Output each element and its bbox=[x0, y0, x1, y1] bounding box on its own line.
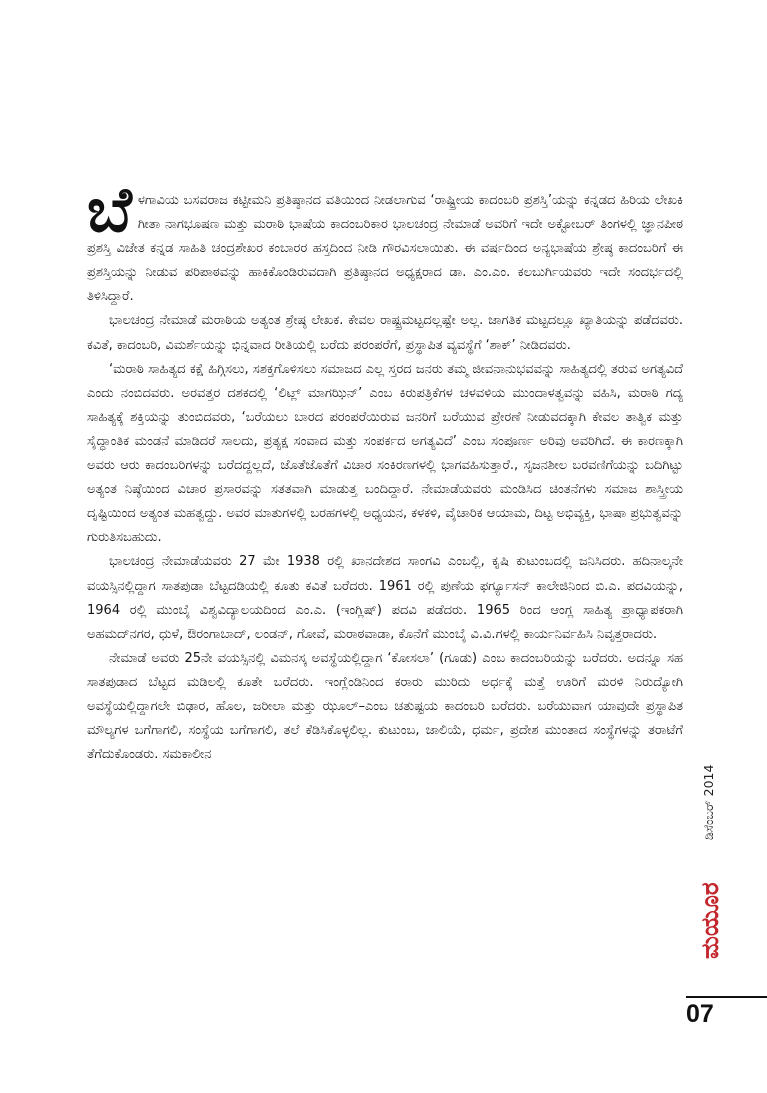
article-paragraph: ‘ಮರಾಠಿ ಸಾಹಿತ್ಯದ ಕಕ್ಷೆ ಹಿಗ್ಗಿಸಲು, ಸಶಕ್ತಗೊಳಿಸಲು ಸಮಾಜದ ಎಲ್ಲ ಸ್ತರದ ಜನರು ತಮ್ಮ ಜೀವನಾನುಭವವನ್ನು ಸಾಹಿತ್ಯದಲ್ಲಿ ತರುವ ಅಗತ್ಯವಿದೆ ಎಂದು ನಂಬಿದವರು. ಅರವತ್ತರ ದಶಕದಲ್ಲಿ ‘ಲಿಟ್ಲ್ ಮಾಗಝಿನ್’ ಎಂಬ ಕಿರುಪತ್ರಿಕೆಗಳ ಚಳವಳಿಯ ಮುಂದಾಳತ್ವವನ್ನು ವಹಿಸಿ, ಮರಾಠಿ ಗದ್ಯ ಸಾಹಿತ್ಯಕ್ಕೆ ಶಕ್ತಿಯನ್ನು ತುಂಬಿದವರು, ‘ಬರೆಯಲು ಬಾರದ ಪರಂಪರೆಯಿರುವ ಜನರಿಗೆ ಬರೆಯುವ ಪ್ರೇರಣೆ ನೀಡುವದಕ್ಕಾಗಿ ಕೇವಲ ತಾತ್ವಿಕ ಮತ್ತು ಸೈದ್ಧಾಂತಿಕ ಮಂಡನೆ ಮಾಡಿದರೆ ಸಾಲದು, ಪ್ರತ್ಯಕ್ಷ ಸಂವಾದ ಮತ್ತು ಸಂಪರ್ಕದ ಅಗತ್ಯವಿದೆ’ ಎಂಬ ಸಂಪೂರ್ಣ ಅರಿವು ಅವರಿಗಿದೆ. ಈ ಕಾರಣಕ್ಕಾಗಿ ಅವರು ಆರು ಕಾದಂಬರಿಗಳನ್ನು ಬರೆದದ್ದಲ್ಲದೆ, ಜೊತೆಜೊತೆಗೆ ವಿಚಾರ ಸಂಕಿರಣಗಳಲ್ಲಿ ಭಾಗವಹಿಸುತ್ತಾರೆ., ಸೃಜನಶೀಲ ಬರವಣಿಗೆಯನ್ನು ಬದಿಗಿಟ್ಟು ಅತ್ಯಂತ ನಿಷ್ಠೆಯಿಂದ ವಿಚಾರ ಪ್ರಸಾರವನ್ನು ಸತತವಾಗಿ ಮಾಡುತ್ತ ಬಂದಿದ್ದಾರೆ. ನೇಮಾಡೆಯವರು ಮಂಡಿಸಿದ ಚಿಂತನೆಗಳು ಸಮಾಜ ಶಾಸ್ತ್ರೀಯ ದೃಷ್ಟಿಯಿಂದ ಅತ್ಯಂತ ಮಹತ್ವದ್ದು. ಅವರ ಮಾತುಗಳಲ್ಲಿ ಬರಹಗಳಲ್ಲಿ ಅಧ್ಯಯನ, ಕಳಕಳಿ, ವೈಚಾರಿಕ ಆಯಾಮ, ದಿಟ್ಟ ಅಭಿವ್ಯಕ್ತಿ, ಭಾಷಾ ಪ್ರಭುತ್ವವನ್ನು ಗುರುತಿಸಬಹುದು. bbox=[87, 361, 683, 546]
issue-date: ಡಿಸೆಂಬರ್ 2014 bbox=[701, 764, 716, 840]
article-paragraph: ನೇಮಾಡೆ ಅವರು 25ನೇ ವಯಸ್ಸಿನಲ್ಲಿ ವಿಮನಸ್ಕ ಅವಸ್ಥೆಯಲ್ಲಿದ್ದಾಗ ‘ಕೋಸಲಾ’ (ಗೂಡು) ಎಂಬ ಕಾದಂಬರಿಯನ್ನು ಬರೆದರು. ಅದನ್ನೂ ಸಹ ಸಾತಪುಡಾದ ಬೆಟ್ಟದ ಮಡಿಲಲ್ಲಿ ಕೂತೇ ಬರೆದರು. ಇಂಗ್ಲೆಂಡಿನಿಂದ ಕರಾರು ಮುರಿದು ಅರ್ಧಕ್ಕೆ ಮತ್ತೆ ಊರಿಗೆ ಮರಳಿ ನಿರುದ್ಯೋಗಿ ಅವಸ್ಥೆಯಲ್ಲಿದ್ದಾಗಲೇ ಬಿಢಾರ, ಹೊಲ, ಜರೀಲಾ ಮತ್ತು ಝೂಲ್–ಎಂಬ ಚತುಷ್ಟಯ ಕಾದಂಬರಿ ಬರೆದರು. ಬರೆಯುವಾಗ ಯಾವುದೇ ಪ್ರಸ್ಥಾಪಿತ ಮೌಲ್ಯಗಳ ಬಗೆಗಾಗಲಿ, ಸಂಸ್ಥೆಯ ಬಗೆಗಾಗಲಿ, ತಲೆ ಕೆಡಿಸಿಕೊಳ್ಳಲಿಲ್ಲ. ಕುಟುಂಬ, ಜಾಲಿಯೆ, ಧರ್ಮ, ಪ್ರದೇಶ ಮುಂತಾದ ಸಂಸ್ಥೆಗಳನ್ನು ತರಾಟೆಗೆ ತೆಗೆದುಕೊಂಡರು. ಸಮಕಾಲೀನ bbox=[87, 650, 683, 763]
article-paragraph: ಭಾಲಚಂದ್ರ ನೇಮಾಡೆ ಮರಾಠಿಯ ಅತ್ಯಂತ ಶ್ರೇಷ್ಠ ಲೇಖಕ. ಕೇವಲ ರಾಷ್ಟ್ರಮಟ್ಟದಲ್ಲಷ್ಟೇ ಅಲ್ಲ. ಜಾಗತಿಕ ಮಟ್ಟದಲ್ಲೂ ಖ್ಯಾತಿಯನ್ನು ಪಡೆದವರು. ಕವಿತೆ, ಕಾದಂಬರಿ, ವಿಮರ್ಶೆಯನ್ನು ಭಿನ್ನವಾದ ರೀತಿಯಲ್ಲಿ ಬರೆದು ಪರಂಪರೆಗೆ, ಪ್ರಸ್ಥಾಪಿತ ವ್ಯವಸ್ಥೆಗೆ ‘ಶಾಕ್’ ನೀಡಿದವರು. bbox=[87, 313, 683, 353]
drop-cap: ಬೆ bbox=[87, 173, 132, 246]
paragraph-text: ಳಗಾವಿಯ ಬಸವರಾಜ ಕಟ್ಟೀಮನಿ ಪ್ರತಿಷ್ಠಾನದ ವತಿಯಿಂದ ನೀಡಲಾಗುವ ‘ರಾಷ್ಟ್ರೀಯ ಕಾದಂಬರಿ ಪ್ರಶಸ್ತಿ’ಯನ್ನು ಕನ್ನಡದ ಹಿರಿಯ ಲೇಖಕಿ ಗೀತಾ ನಾಗಭೂಷಣ ಮತ್ತು ಮರಾಠಿ ಭಾಷೆಯ ಕಾದಂಬರಿಕಾರ ಭಾಲಚಂದ್ರ ನೇಮಾಡೆ ಅವರಿಗೆ ಇದೇ ಅಕ್ಟೋಬರ್ ತಿಂಗಳಲ್ಲಿ ಜ್ಞಾನಪೀಠ ಪ್ರಶಸ್ತಿ ವಿಜೇತ ಕನ್ನಡ ಸಾಹಿತಿ ಚಂದ್ರಶೇಖರ ಕಂಬಾರರ ಹಸ್ತದಿಂದ ನೀಡಿ ಗೌರವಿಸಲಾಯಿತು. ಈ ವರ್ಷದಿಂದ ಅನ್ಯಭಾಷೆಯ ಶ್ರೇಷ್ಠ ಕಾದಂಬರಿಗೆ ಈ ಪ್ರಶಸ್ತಿಯನ್ನು ನೀಡುವ ಪರಿಪಾಠವನ್ನು ಹಾಕಿಕೊಂಡಿರುವದಾಗಿ ಪ್ರತಿಷ್ಠಾನದ ಅಧ್ಯಕ್ಷರಾದ ಡಾ. ಎಂ.ಎಂ. ಕಲಬುರ್ಗಿಯವರು ಇದೇ ಸಂದರ್ಭದಲ್ಲಿ ತಿಳಿಸಿದ್ದಾರೆ. bbox=[87, 193, 683, 305]
footer-rule bbox=[686, 996, 767, 998]
article-paragraph bbox=[87, 173, 683, 309]
magazine-logo: ಮಯೂರ bbox=[696, 882, 724, 960]
page-number: 07 bbox=[686, 1000, 714, 1028]
article-body bbox=[87, 173, 683, 767]
article-paragraph: ಭಾಲಚಂದ್ರ ನೇಮಾಡೆಯವರು 27 ಮೇ 1938 ರಲ್ಲಿ ಖಾನದೇಶದ ಸಾಂಗವಿ ಎಂಬಲ್ಲಿ, ಕೃಷಿ ಕುಟುಂಬದಲ್ಲಿ ಜನಿಸಿದರು. ಹದಿನಾಲ್ಕನೇ ವಯಸ್ಸಿನಲ್ಲಿದ್ದಾಗ ಸಾತಪುಡಾ ಬೆಟ್ಟದಡಿಯಲ್ಲಿ ಕೂತು ಕವಿತೆ ಬರೆದರು. 1961 ರಲ್ಲಿ ಪುಣೆಯ ಫರ್ಗ್ಯೂಸನ್ ಕಾಲೇಜಿನಿಂದ ಬಿ.ಎ. ಪದವಿಯನ್ನು, 1964 ರಲ್ಲಿ ಮುಂಬೈ ವಿಶ್ವವಿದ್ಯಾಲಯದಿಂದ ಎಂ.ಎ. (ಇಂಗ್ಲಿಷ್) ಪದವಿ ಪಡೆದರು. 1965 ರಿಂದ ಆಂಗ್ಲ ಸಾಹಿತ್ಯ ಪ್ರಾಧ್ಯಾಪಕರಾಗಿ ಅಹಮದ್‌ನಗರ, ಧುಳೆ, ಔರಂಗಾಬಾದ್, ಲಂಡನ್, ಗೋವೆ, ಮರಾಠವಾಡಾ, ಕೊನೆಗೆ ಮುಂಬೈ ವಿ.ವಿ.ಗಳಲ್ಲಿ ಕಾರ್ಯನಿರ್ವಹಿಸಿ ನಿವೃತ್ತರಾದರು. bbox=[87, 554, 683, 642]
